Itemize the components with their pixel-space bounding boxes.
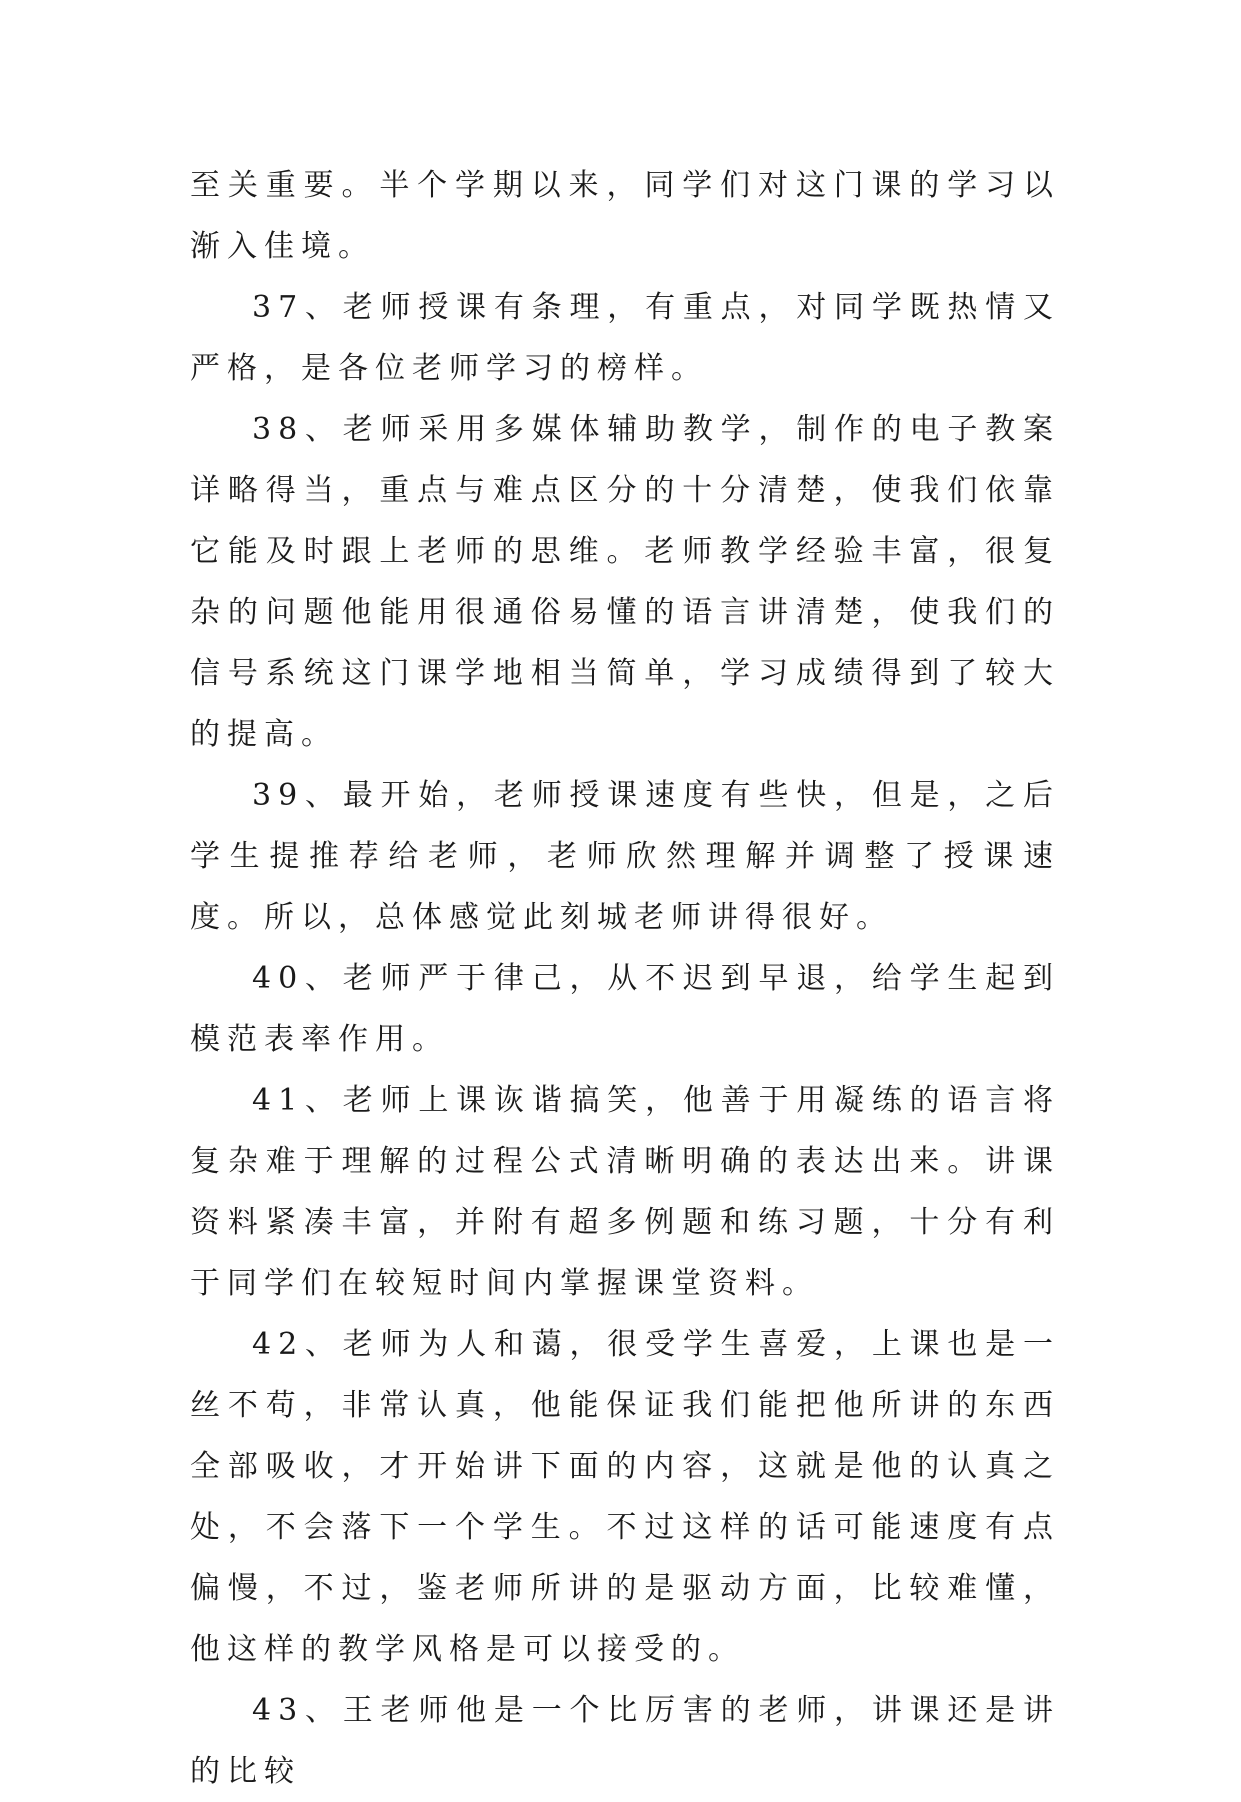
paragraph-39: 39、最开始，老师授课速度有些快，但是，之后学生提推荐给老师，老师欣然理解并调整了授课速度。所以，总体感觉此刻城老师讲得很好。 (190, 778, 1060, 935)
paragraph-37: 37、老师授课有条理，有重点，对同学既热情又严格，是各位老师学习的榜样。 (190, 290, 1060, 386)
document-body (190, 155, 1060, 1802)
paragraph-continued: 至关重要。半个学期以来，同学们对这门课的学习以渐入佳境。 (190, 168, 1060, 264)
paragraph-40: 40、老师严于律己，从不迟到早退，给学生起到模范表率作用。 (190, 961, 1060, 1057)
paragraph-38: 38、老师采用多媒体辅助教学，制作的电子教案详略得当，重点与难点区分的十分清楚，使我们依靠它能及时跟上老师的思维。老师教学经验丰富，很复杂的问题他能用很通俗易懂的语言讲清楚，使我们的信号系统这门课学地相当简单，学习成绩得到了较大的提高。 (190, 412, 1060, 752)
paragraph-42: 42、老师为人和蔼，很受学生喜爱，上课也是一丝不苟，非常认真，他能保证我们能把他所讲的东西全部吸收，才开始讲下面的内容，这就是他的认真之处，不会落下一个学生。不过这样的话可能速度有点偏慢，不过，鉴老师所讲的是驱动方面，比较难懂，他这样的教学风格是可以接受的。 (190, 1327, 1060, 1667)
paragraph-41: 41、老师上课诙谐搞笑，他善于用凝练的语言将复杂难于理解的过程公式清晰明确的表达出来。讲课资料紧凑丰富，并附有超多例题和练习题，十分有利于同学们在较短时间内掌握课堂资料。 (190, 1083, 1060, 1301)
paragraph-43: 43、王老师他是一个比厉害的老师，讲课还是讲的比较 (190, 1693, 1060, 1789)
